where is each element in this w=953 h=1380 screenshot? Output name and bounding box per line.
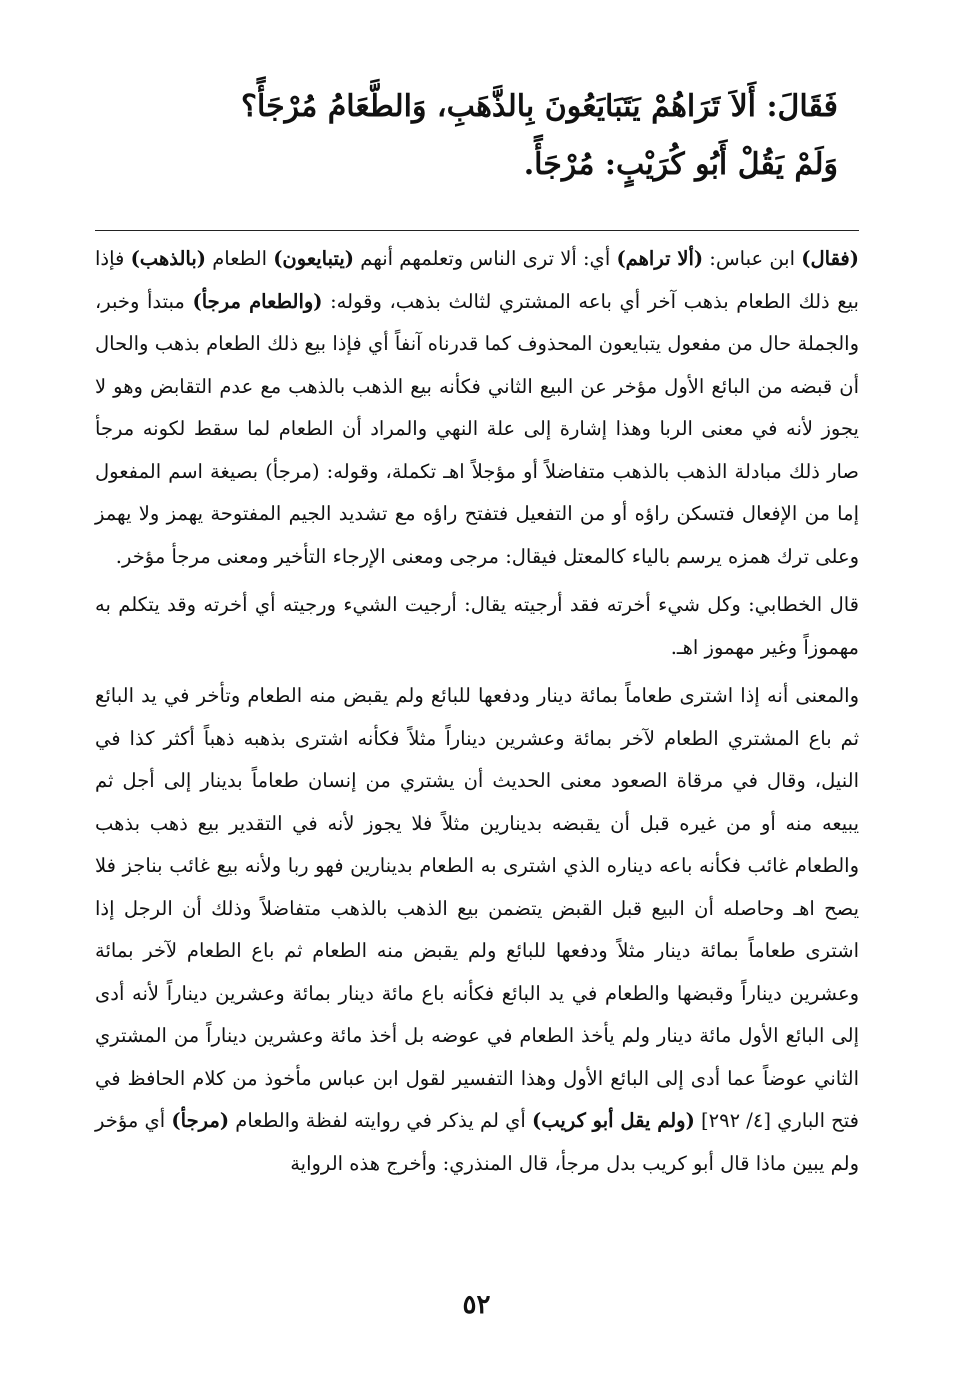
commentary-paragraph-2: قال الخطابي: وكل شيء أخرته فقد أرجيته يقال: أرجيت الشيء ورجيته أي أخرته وقد يتكلم به مهموزاً وغير مهموز اهـ. xyxy=(95,593,859,659)
bold-term: (والطعام مرجأ) xyxy=(192,289,323,313)
bold-term: (فقال) xyxy=(801,247,859,270)
bold-term: (ألا تراهم) xyxy=(616,247,704,270)
commentary-paragraph-1: (فقال) ابن عباس: (ألا تراهم) أي: ألا ترى الناس وتعلمهم أنهم (يتبايعون) الطعام (بالذهب) فإذا بيع ذلك الطعام بذهب آخر أي باعه المشتري لثالث بذهب، وقوله: (والطعام مرجأ) مبتدأ وخبر، والجملة حال من مفعول يتبايعون المحذوف كما قدرناه آنفاً أي فإذا بيع ذلك الطعام بذهب والحال أن قبضه من البائع الأول مؤخر عن البيع الثاني فكأنه بيع الذهب بالذهب مع عدم التقابض وهو لا يجوز لأنه في معنى الربا وهذا إشارة إلى علة النهي والمراد أن الطعام لما سقط لكونه مرجأ صار ذلك مبادلة الذهب بالذهب متفاضلاً أو مؤجلاً اهـ تكملة، وقوله: (مرجأ) بصيغة اسم المفعول إما من الإفعال فتسكن راؤه أو من التفعيل فتفتح راؤه مع تشديد الجيم المفتوحة يهمز ولا يهمز وعلى ترك همزه يرسم بالياء كالمعتل فيقال: مرجى ومعنى الإرجاء التأخير ومعنى مرجأ مؤخر. xyxy=(95,247,859,568)
page-number: ٥٢ xyxy=(462,1290,491,1320)
commentary-paragraph-3: والمعنى أنه إذا اشترى طعاماً بمائة دينار ودفعها للبائع ولم يقبض منه الطعام وتأخر في يد البائع ثم باع المشتري الطعام لآخر بمائة وعشرين ديناراً مثلاً فكأنه اشترى بذهبه ذهباً أكثر كذا في النيل، وقال في مرقاة الصعود معنى الحديث أن يشتري من إنسان طعاماً بدينار إلى أجل ثم يبيعه منه أو من غيره قبل أن يقبضه بدينارين مثلاً فلا يجوز لأنه في التقدير بيع ذهب بذهب والطعام غائب فكأنه باعه ديناره الذي اشترى به الطعام بدينارين فهو ربا ولأنه بيع غائب بناجز فلا يصح اهـ وحاصله أن البيع قبل القبض يتضمن بيع الذهب بالذهب متفاضلاً وذلك أن الرجل إذا اشترى طعاماً بمائة دينار مثلاً ودفعها للبائع ولم يقبض منه الطعام ثم باع الطعام لآخر بمائة وعشرين ديناراً وقبضها والطعام في يد البائع فكأنه باع مائة دينار بمائة وعشرين ديناراً لأنه أدى إلى البائع الأول مائة دينار ولم يأخذ الطعام في عوضه بل أخذ مائة وعشرين ديناراً من المشتري الثاني عوضاً عما أدى إلى البائع الأول وهذا التفسير لقول ابن عباس مأخوذ من كلام الحافظ في فتح الباري [٤/ ٢٩٢] (ولم يقل أبو كريب) أي لم يذكر في روايته لفظة والطعام (مرجأ) أي مؤخر ولم يبين ماذا قال أبو كريب بدل مرجأ، قال المنذري: وأخرج هذه الرواية xyxy=(95,684,859,1175)
hadith-line-2: وَلَمْ يَقُلْ أَبُو كُرَيْبٍ: مُرْجَأً. xyxy=(523,147,838,182)
bold-term: (يتبايعون) xyxy=(273,247,355,270)
hadith-line-1: فَقَالَ: أَلاَ تَرَاهُمْ يَتَبَايَعُونَ بِالذَّهَبِ، وَالطَّعَامُ مُرْجَأً؟ xyxy=(241,89,838,124)
commentary xyxy=(95,238,859,1185)
bold-term: (ولم يقل أبو كريب) xyxy=(532,1109,695,1132)
bold-term: (مرجأ) xyxy=(171,1109,230,1132)
hadith-text xyxy=(118,78,838,194)
footnote-divider xyxy=(95,230,859,231)
bold-term: (بالذهب) xyxy=(130,247,207,270)
